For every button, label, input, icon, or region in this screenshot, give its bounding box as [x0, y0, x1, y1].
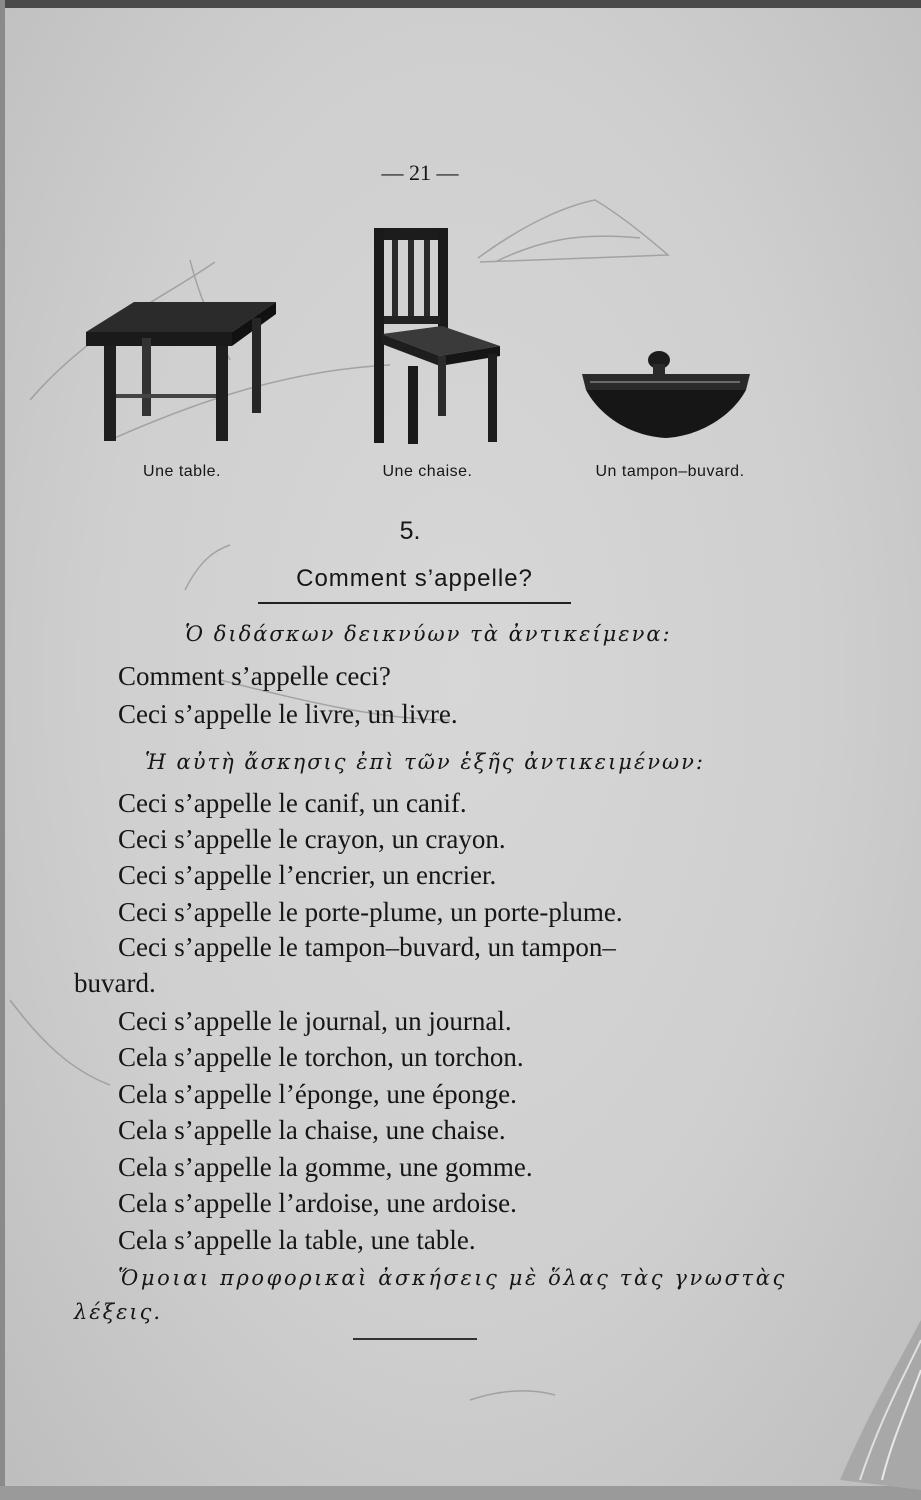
greek-closing-line-1: Ὅμοιαι προφορικαὶ ἀσκήσεις μὲ ὅλας τὰς γνωστὰς — [118, 1266, 787, 1290]
sentence-line: Cela s’appelle la table, une table. — [118, 1225, 476, 1255]
blotter-icon — [580, 346, 752, 440]
table-caption: Une table. — [143, 463, 221, 480]
blotter-caption: Un tampon–buvard. — [595, 463, 745, 480]
sentence-line: Cela s’appelle la chaise, une chaise. — [118, 1115, 506, 1145]
lesson-number: 5. — [399, 517, 421, 545]
sentence-line: Ceci s’appelle le tampon–buvard, un tampon– — [118, 932, 616, 962]
sentence-line: Cela s’appelle l’éponge, une éponge. — [118, 1079, 517, 1109]
sentence-line: Ceci s’appelle l’encrier, un encrier. — [118, 860, 497, 890]
sentence-line: Ceci s’appelle le porte-plume, un porte-plume. — [118, 897, 623, 927]
greek-instruction-1: Ὁ διδάσκων δεικνύων τὰ ἀντικείμενα: — [185, 622, 672, 646]
chair-icon — [372, 226, 502, 446]
sentence-line-continuation: buvard. — [74, 968, 156, 998]
sentence-line: Cela s’appelle la gomme, une gomme. — [118, 1152, 533, 1182]
sentence-line: Cela s’appelle l’ardoise, une ardoise. — [118, 1188, 517, 1218]
dialogue-question: Comment s’appelle ceci? — [118, 661, 391, 691]
greek-instruction-2: Ἡ αὐτὴ ἄσκησις ἐπὶ τῶν ἑξῆς ἀντικειμένων: — [145, 750, 705, 774]
sentence-line: Ceci s’appelle le journal, un journal. — [118, 1006, 512, 1036]
sentence-line: Cela s’appelle le torchon, un torchon. — [118, 1042, 524, 1072]
title-underline — [258, 602, 571, 604]
sentence-line: Ceci s’appelle le crayon, un crayon. — [118, 824, 506, 854]
sentence-line: Ceci s’appelle le canif, un canif. — [118, 788, 467, 818]
table-icon — [84, 298, 278, 444]
greek-closing-line-2: λέξεις. — [74, 1300, 163, 1324]
page-corner-curl — [830, 1320, 921, 1490]
dialogue-answer: Ceci s’appelle le livre, un livre. — [118, 699, 458, 729]
chair-caption: Une chaise. — [382, 463, 473, 480]
page-number: — 21 — — [381, 160, 459, 185]
lesson-title: Comment s’appelle? — [296, 565, 533, 592]
end-rule — [353, 1338, 477, 1340]
